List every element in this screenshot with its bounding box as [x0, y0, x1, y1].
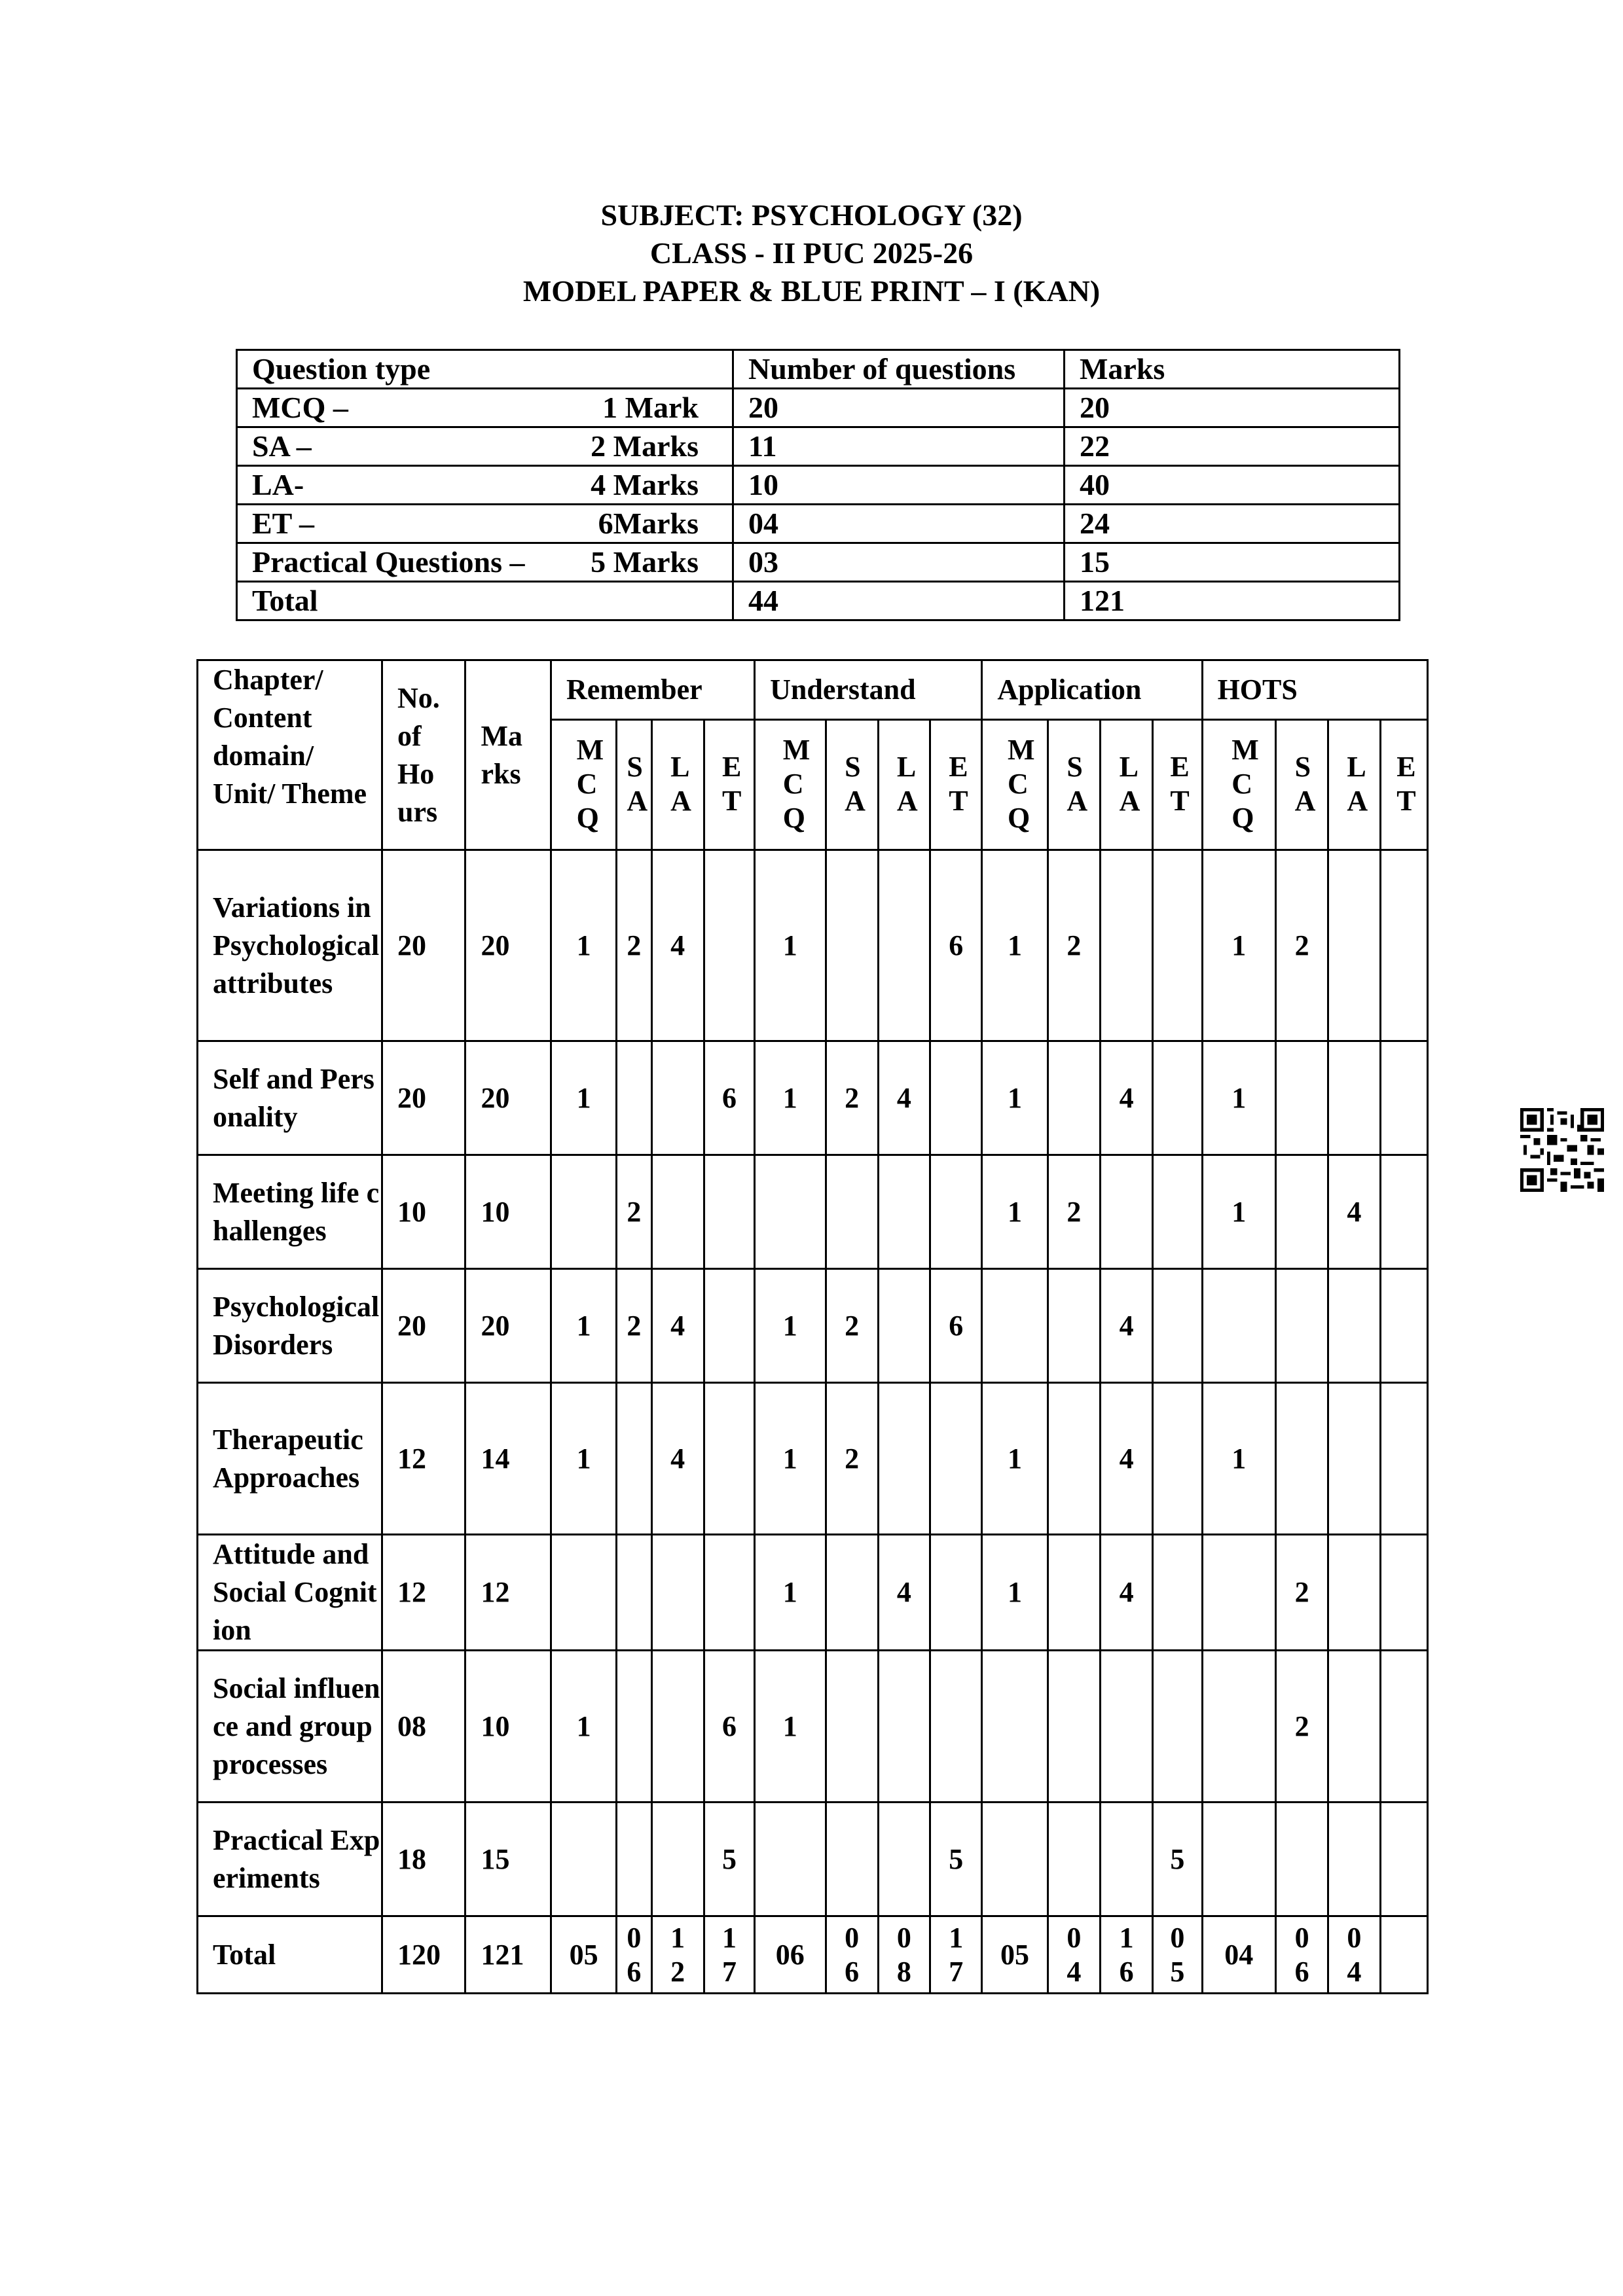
hours-value: 08 [382, 1651, 465, 1803]
blueprint-cell: 4 [1100, 1535, 1152, 1651]
blueprint-cell: 1 [551, 1651, 616, 1803]
hours-value: 10 [382, 1155, 465, 1269]
blueprint-cell: 4 [651, 1269, 704, 1383]
total-cell-value: 16 [1119, 1921, 1134, 1988]
blueprint-cell: 1 [551, 850, 616, 1041]
chapter-name: Variations in Psychological attributes [198, 850, 382, 1041]
blueprint-cell [1275, 1383, 1328, 1535]
chapter-name: Meeting life challenges [198, 1155, 382, 1269]
blueprint-cell [826, 1651, 878, 1803]
marks-value: 10 [465, 1155, 551, 1269]
chapter-name: Self and Personality [198, 1041, 382, 1155]
blueprint-cell [1202, 1269, 1275, 1383]
blueprint-cell: 2 [1275, 1535, 1328, 1651]
blueprint-cell: 1 [551, 1383, 616, 1535]
total-cell [878, 1916, 930, 1994]
sub-header-cell [551, 720, 616, 850]
sub-header-label: MCQ [1008, 733, 1035, 834]
sub-header-cell [930, 720, 982, 850]
summary-row [237, 543, 1400, 582]
chapter-header: Chapter/ Content domain/ Unit/ Theme [198, 660, 382, 850]
total-cell [651, 1916, 704, 1994]
sub-header-cell [1048, 720, 1100, 850]
question-count-cell: 44 [733, 582, 1065, 620]
class-line: CLASS - II PUC 2025-26 [649, 236, 974, 270]
blueprint-cell: 1 [755, 1651, 826, 1803]
blueprint-cell [1100, 1651, 1152, 1803]
blueprint-cell [617, 1651, 651, 1803]
blueprint-cell [1328, 1803, 1380, 1916]
blueprint-cell [826, 1155, 878, 1269]
blueprint-cell [617, 1383, 651, 1535]
sub-header-label: SA [1294, 750, 1316, 817]
question-type-label: ET – [252, 507, 315, 540]
blueprint-cell [826, 850, 878, 1041]
question-type-label: SA – [252, 429, 312, 463]
blueprint-cell [704, 1535, 754, 1651]
blueprint-cell [1202, 1803, 1275, 1916]
sub-header-cell [1380, 720, 1427, 850]
sub-header-label: SA [845, 750, 866, 817]
blueprint-cell [1328, 1535, 1380, 1651]
blueprint-cell [1328, 1041, 1380, 1155]
mark-value: 1 Mark [602, 391, 699, 424]
blueprint-cell: 1 [982, 1535, 1048, 1651]
blueprint-cell [826, 1535, 878, 1651]
blueprint-cell: 4 [878, 1041, 930, 1155]
group-header: Understand [755, 660, 982, 720]
total-cell-value: 17 [721, 1921, 737, 1988]
sub-header-label: ET [1396, 750, 1416, 817]
blueprint-cell [551, 1155, 616, 1269]
blueprint-cell: 1 [982, 850, 1048, 1041]
blueprint-cell: 2 [826, 1041, 878, 1155]
total-cell [1100, 1916, 1152, 1994]
blueprint-cell [1202, 1535, 1275, 1651]
blueprint-cell: 4 [651, 1383, 704, 1535]
marks-cell: 22 [1065, 427, 1400, 466]
question-type-cell [237, 389, 733, 427]
total-cell-value: 17 [949, 1921, 964, 1988]
blueprint-cell [1153, 1535, 1202, 1651]
subject-line: SUBJECT: PSYCHOLOGY (32) [600, 198, 1023, 232]
blueprint-cell [1100, 1803, 1152, 1916]
marks-cell: 20 [1065, 389, 1400, 427]
blueprint-cell: 1 [755, 1269, 826, 1383]
blueprint-cell [1380, 850, 1427, 1041]
total-cell-value: 05 [1170, 1921, 1185, 1988]
blueprint-cell: 2 [1275, 1651, 1328, 1803]
sub-header-cell [1275, 720, 1328, 850]
total-cell-value: 08 [896, 1921, 911, 1988]
chapter-row [198, 1383, 1428, 1535]
sub-header-label: ET [1170, 750, 1190, 817]
marks-value: 12 [465, 1535, 551, 1651]
total-cell [1202, 1916, 1275, 1994]
hours-value: 12 [382, 1383, 465, 1535]
summary-header-row [237, 350, 1400, 389]
blueprint-cell [878, 1803, 930, 1916]
sub-header-label: MCQ [782, 733, 811, 834]
hours-value: 12 [382, 1535, 465, 1651]
sub-header-cell [878, 720, 930, 850]
sub-header-label: LA [1119, 750, 1140, 817]
total-cell [1328, 1916, 1380, 1994]
blueprint-cell [1048, 1803, 1100, 1916]
blue-print-table [196, 659, 1429, 1994]
summary-row [237, 505, 1400, 543]
total-cell-value: 05 [569, 1938, 598, 1971]
blueprint-cell [1153, 1383, 1202, 1535]
blueprint-cell [704, 850, 754, 1041]
blueprint-cell [617, 1535, 651, 1651]
total-cell [1048, 1916, 1100, 1994]
summary-header-cell: Number of questions [733, 350, 1065, 389]
total-cell-value: 04 [1067, 1921, 1082, 1988]
chapter-row [198, 1269, 1428, 1383]
blueprint-cell: 4 [878, 1535, 930, 1651]
hours-value: 18 [382, 1803, 465, 1916]
chapter-name: Attitude and Social Cognition [198, 1535, 382, 1651]
blueprint-cell: 1 [1202, 1155, 1275, 1269]
blueprint-cell [1275, 1155, 1328, 1269]
blueprint-cell [651, 1041, 704, 1155]
blueprint-cell [1100, 850, 1152, 1041]
total-cell [826, 1916, 878, 1994]
blueprint-cell [982, 1269, 1048, 1383]
sub-header-cell [704, 720, 754, 850]
sub-header-label: SA [627, 750, 648, 817]
chapter-row [198, 1651, 1428, 1803]
mark-value: 4 Marks [591, 468, 699, 501]
blueprint-cell: 6 [930, 850, 982, 1041]
blueprint-cell: 6 [704, 1651, 754, 1803]
blueprint-cell [651, 1535, 704, 1651]
sub-header-label: LA [1347, 750, 1368, 817]
blueprint-cell [1328, 1651, 1380, 1803]
blueprint-cell: 1 [755, 850, 826, 1041]
total-hours: 120 [382, 1916, 465, 1994]
question-type-table [236, 349, 1400, 621]
blueprint-cell [1328, 1269, 1380, 1383]
blueprint-cell [878, 1269, 930, 1383]
chapter-row [198, 1041, 1428, 1155]
question-type-cell [237, 427, 733, 466]
question-count-cell: 10 [733, 466, 1065, 505]
blueprint-cell: 1 [982, 1041, 1048, 1155]
total-row [198, 1916, 1428, 1994]
blueprint-cell: 4 [1328, 1155, 1380, 1269]
blueprint-cell [826, 1803, 878, 1916]
blueprint-cell: 6 [704, 1041, 754, 1155]
hours-value: 20 [382, 1041, 465, 1155]
total-label: Total [198, 1916, 382, 1994]
sub-header-cell [755, 720, 826, 850]
total-cell [930, 1916, 982, 1994]
blueprint-cell: 6 [930, 1269, 982, 1383]
summary-row [237, 466, 1400, 505]
total-cell [755, 1916, 826, 1994]
group-header: Application [982, 660, 1202, 720]
total-cell-value: 06 [1294, 1921, 1309, 1988]
blueprint-cell [617, 1803, 651, 1916]
mark-value: 5 Marks [591, 545, 699, 579]
sub-header-cell [1153, 720, 1202, 850]
blueprint-cell [704, 1269, 754, 1383]
blueprint-cell [878, 1155, 930, 1269]
blueprint-cell [930, 1155, 982, 1269]
hours-header: No. of Ho urs [382, 660, 465, 850]
total-cell [982, 1916, 1048, 1994]
blueprint-cell [878, 1383, 930, 1535]
marks-cell: 121 [1065, 582, 1400, 620]
blueprint-cell [1380, 1803, 1427, 1916]
blueprint-cell [551, 1803, 616, 1916]
blueprint-cell [1048, 1041, 1100, 1155]
blueprint-cell [1380, 1155, 1427, 1269]
blueprint-cell: 5 [930, 1803, 982, 1916]
blueprint-cell [651, 1155, 704, 1269]
marks-cell: 24 [1065, 505, 1400, 543]
blueprint-cell: 1 [755, 1041, 826, 1155]
blueprint-cell: 2 [826, 1383, 878, 1535]
total-cell [1380, 1916, 1427, 1994]
total-marks: 121 [465, 1916, 551, 1994]
marks-header: Ma rks [465, 660, 551, 850]
page-header [0, 196, 1623, 310]
blueprint-cell [1100, 1155, 1152, 1269]
hours-value: 20 [382, 1269, 465, 1383]
sub-header-cell [1328, 720, 1380, 850]
total-cell-value: 05 [1000, 1938, 1030, 1971]
blueprint-cell: 2 [617, 1269, 651, 1383]
blueprint-cell: 2 [1048, 1155, 1100, 1269]
blueprint-cell [1380, 1041, 1427, 1155]
question-type-cell [237, 505, 733, 543]
blueprint-cell: 1 [1202, 1383, 1275, 1535]
sub-header-label: LA [670, 750, 691, 817]
question-type-cell [237, 466, 733, 505]
blueprint-cell [1153, 1269, 1202, 1383]
blueprint-cell: 1 [1202, 1041, 1275, 1155]
mark-value: 2 Marks [591, 429, 699, 463]
blueprint-cell: 1 [551, 1269, 616, 1383]
blueprint-cell [1048, 1535, 1100, 1651]
sub-header-label: SA [1067, 750, 1088, 817]
blueprint-cell: 1 [982, 1383, 1048, 1535]
total-cell-value: 04 [1347, 1921, 1362, 1988]
blueprint-cell [1328, 850, 1380, 1041]
blueprint-cell: 2 [617, 1155, 651, 1269]
summary-row [237, 389, 1400, 427]
question-count-cell: 11 [733, 427, 1065, 466]
chapter-row [198, 1155, 1428, 1269]
question-type-label: Total [252, 584, 318, 617]
summary-header-cell: Marks [1065, 350, 1400, 389]
blueprint-cell [551, 1535, 616, 1651]
question-type-cell [237, 543, 733, 582]
blueprint-cell [1380, 1269, 1427, 1383]
blueprint-cell: 4 [1100, 1383, 1152, 1535]
group-header: HOTS [1202, 660, 1427, 720]
sub-header-cell [617, 720, 651, 850]
blueprint-cell [1048, 1269, 1100, 1383]
blueprint-cell [930, 1383, 982, 1535]
total-cell-value: 12 [670, 1921, 685, 1988]
mark-value [318, 583, 710, 619]
question-type-label: MCQ – [252, 391, 348, 424]
sub-header-label: ET [721, 750, 742, 817]
qr-code-icon [1520, 1108, 1604, 1192]
sub-header-cell [1202, 720, 1275, 850]
sub-header-label: MCQ [576, 733, 604, 834]
hours-value: 20 [382, 850, 465, 1041]
blueprint-cell: 2 [826, 1269, 878, 1383]
sub-header-cell [826, 720, 878, 850]
blueprint-cell [755, 1155, 826, 1269]
blueprint-cell: 1 [551, 1041, 616, 1155]
sub-header-cell [651, 720, 704, 850]
blueprint-cell: 4 [1100, 1269, 1152, 1383]
blueprint-cell: 1 [755, 1535, 826, 1651]
blueprint-group-row [198, 660, 1428, 720]
sub-header-label: LA [896, 750, 918, 817]
blueprint-cell [1275, 1803, 1328, 1916]
blueprint-cell [878, 1651, 930, 1803]
sub-header-label: ET [949, 750, 968, 817]
marks-value: 20 [465, 1269, 551, 1383]
blueprint-cell [1048, 1651, 1100, 1803]
blueprint-cell: 1 [755, 1383, 826, 1535]
blueprint-cell: 4 [651, 850, 704, 1041]
total-cell-value: 06 [775, 1938, 805, 1971]
chapter-row [198, 1803, 1428, 1916]
blueprint-cell [930, 1041, 982, 1155]
question-count-cell: 20 [733, 389, 1065, 427]
question-type-label: LA- [252, 468, 304, 501]
chapter-name: Psychological Disorders [198, 1269, 382, 1383]
marks-value: 15 [465, 1803, 551, 1916]
sub-header-cell [982, 720, 1048, 850]
blueprint-cell [1202, 1651, 1275, 1803]
blueprint-cell [1380, 1535, 1427, 1651]
mark-value: 6Marks [598, 507, 699, 540]
blueprint-cell [1048, 1383, 1100, 1535]
total-cell [617, 1916, 651, 1994]
blueprint-cell [755, 1803, 826, 1916]
question-type-label: Practical Questions – [252, 545, 525, 579]
question-count-cell: 03 [733, 543, 1065, 582]
blueprint-cell [930, 1651, 982, 1803]
chapter-row [198, 1535, 1428, 1651]
paper-line: MODEL PAPER & BLUE PRINT – I (KAN) [522, 274, 1101, 308]
blueprint-cell [1153, 1041, 1202, 1155]
total-cell [704, 1916, 754, 1994]
total-cell-value: 04 [1224, 1938, 1254, 1971]
blueprint-cell [1328, 1383, 1380, 1535]
blueprint-cell [651, 1803, 704, 1916]
blueprint-cell [930, 1535, 982, 1651]
blueprint-cell [651, 1651, 704, 1803]
group-header: Remember [551, 660, 754, 720]
sub-header-cell [1100, 720, 1152, 850]
blueprint-cell [704, 1383, 754, 1535]
total-cell [1153, 1916, 1202, 1994]
total-cell-value: 06 [845, 1921, 860, 1988]
blueprint-cell [617, 1041, 651, 1155]
blueprint-cell: 2 [1275, 850, 1328, 1041]
blueprint-cell: 5 [1153, 1803, 1202, 1916]
chapter-name: Practical Experiments [198, 1803, 382, 1916]
chapter-name: Social influence and group processes [198, 1651, 382, 1803]
blueprint-cell [1380, 1651, 1427, 1803]
question-type-cell [237, 582, 733, 620]
blueprint-cell [1380, 1383, 1427, 1535]
question-count-cell: 04 [733, 505, 1065, 543]
blueprint-cell [1153, 1651, 1202, 1803]
blueprint-cell [704, 1155, 754, 1269]
chapter-name: Therapeutic Approaches [198, 1383, 382, 1535]
blueprint-cell: 1 [1202, 850, 1275, 1041]
blueprint-cell: 1 [982, 1155, 1048, 1269]
total-cell-value: 06 [627, 1921, 642, 1988]
summary-row [237, 582, 1400, 620]
marks-value: 20 [465, 850, 551, 1041]
marks-cell: 15 [1065, 543, 1400, 582]
marks-value: 20 [465, 1041, 551, 1155]
summary-header-cell: Question type [237, 350, 733, 389]
marks-value: 10 [465, 1651, 551, 1803]
marks-cell: 40 [1065, 466, 1400, 505]
blueprint-cell [1153, 1155, 1202, 1269]
blueprint-cell [982, 1803, 1048, 1916]
blueprint-cell [1275, 1041, 1328, 1155]
blueprint-cell [878, 850, 930, 1041]
blueprint-cell [1153, 850, 1202, 1041]
marks-value: 14 [465, 1383, 551, 1535]
chapter-row [198, 850, 1428, 1041]
blueprint-cell: 2 [1048, 850, 1100, 1041]
blueprint-cell [1275, 1269, 1328, 1383]
blueprint-cell: 2 [617, 850, 651, 1041]
blueprint-cell: 4 [1100, 1041, 1152, 1155]
blueprint-cell [982, 1651, 1048, 1803]
blueprint-cell: 5 [704, 1803, 754, 1916]
total-cell [551, 1916, 616, 1994]
summary-row [237, 427, 1400, 466]
sub-header-label: MCQ [1231, 733, 1259, 834]
total-cell [1275, 1916, 1328, 1994]
